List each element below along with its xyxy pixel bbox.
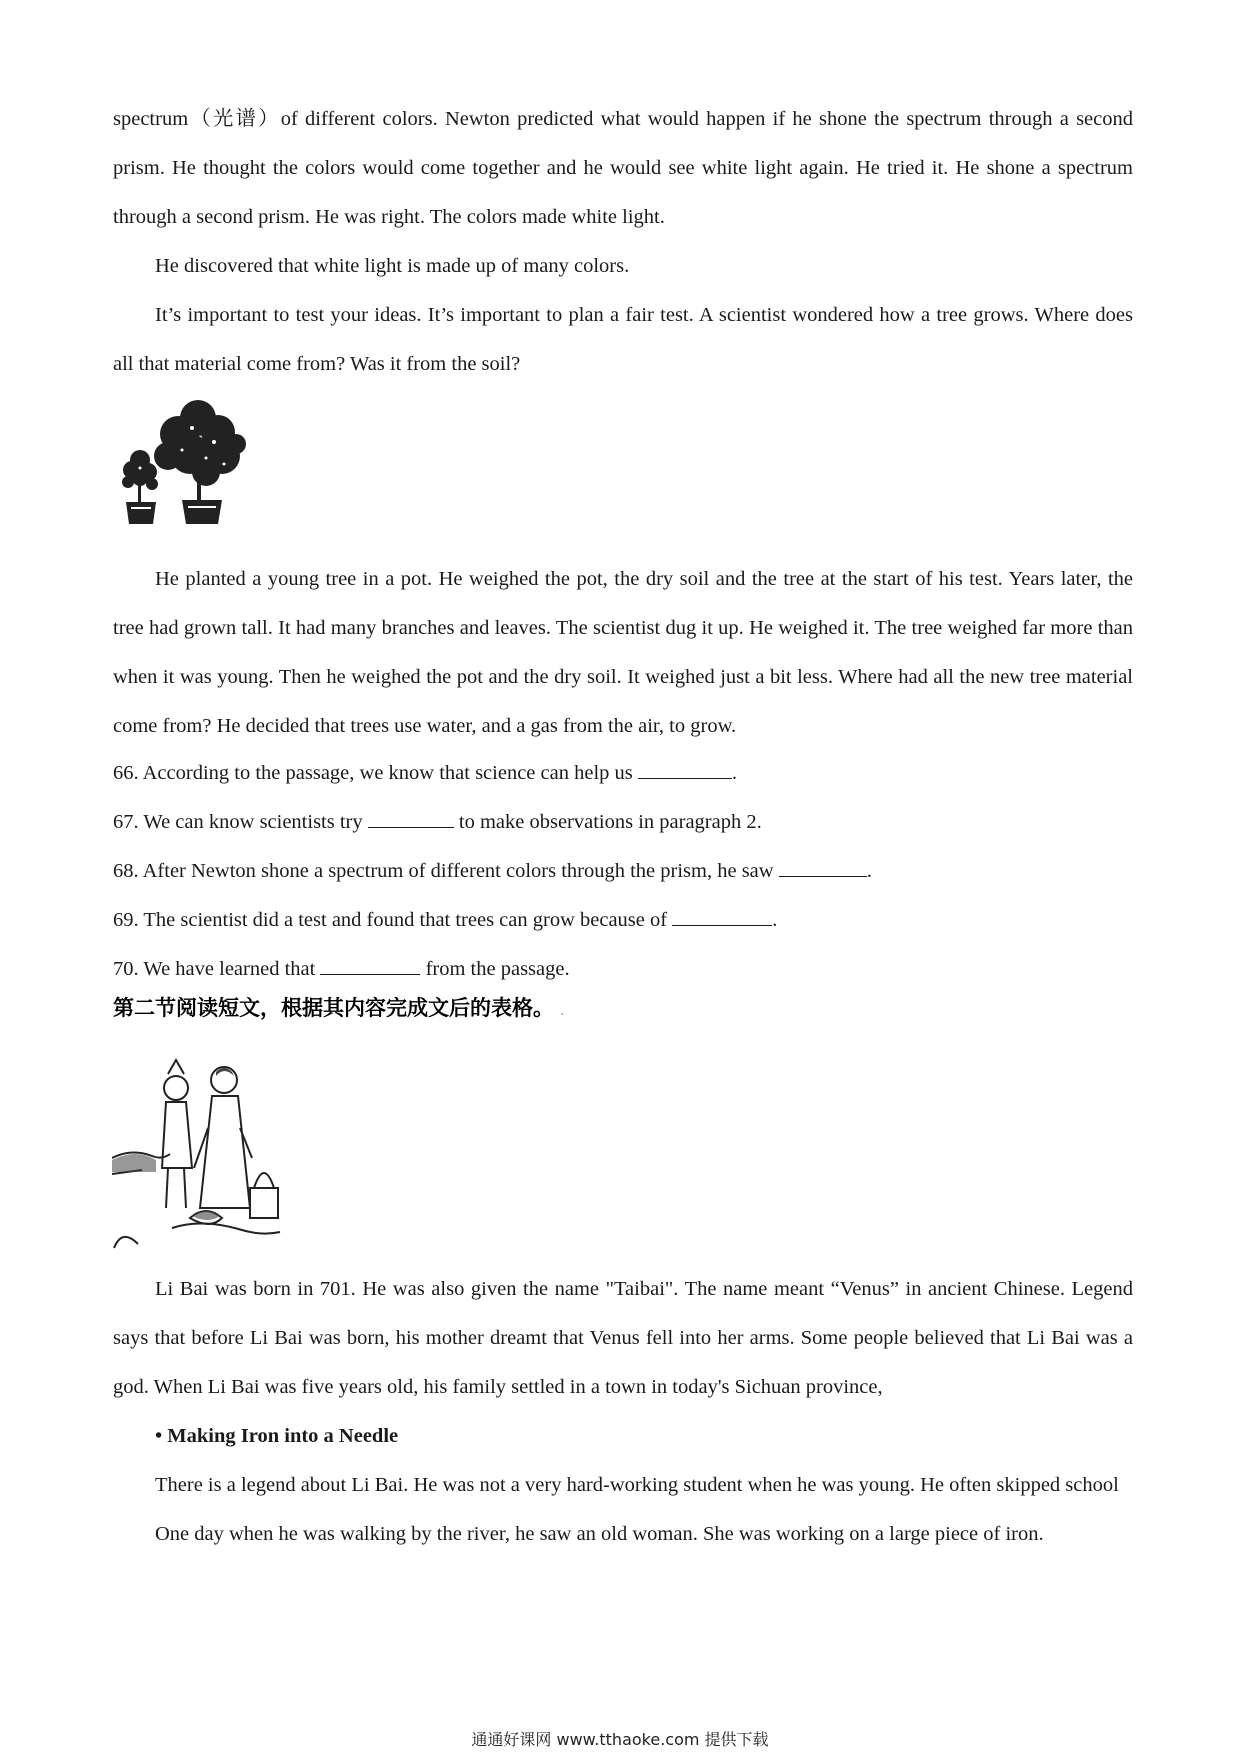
question-70: 70. We have learned that from the passage. — [113, 958, 570, 980]
answer-blank[interactable] — [672, 924, 772, 926]
paragraph-newton: spectrum（光谱）of different colors. Newton predicted what would happen if he shone the spectrum through a second prism. He thought the colors would come together and he would see white light again. He tried it. He shone a spectrum through a second prism. He was right. The colors made white light. — [113, 108, 1133, 228]
section-heading: 第二节阅读短文，根据其内容完成文后的表格。 . — [113, 996, 565, 1020]
question-68: 68. After Newton shone a spectrum of different colors through the prism, he saw . — [113, 860, 872, 882]
trees-in-pots-illustration — [118, 398, 268, 528]
paragraph-li-bai-birth: Li Bai was born in 701. He was also given the name "Taibai". The name meant “Venus” in ancient Chinese. Legend says that before Li Bai was born, his mother dreamt that Venus fell into her arms. Some people believed that Li Bai was a god. When Li Bai was five years old, his family settled in a town in today's Sichuan province, — [113, 1278, 1133, 1398]
subheading-iron-needle: • Making Iron into a Needle — [155, 1425, 399, 1447]
page-footer: 通通好课网 www.tthaoke.com 提供下载 — [471, 1730, 769, 1749]
question-66: 66. According to the passage, we know that science can help us . — [113, 762, 737, 784]
li-bai-illustration — [112, 1048, 282, 1254]
passage-tree — [113, 555, 1133, 751]
passage-li-bai — [113, 1265, 1133, 1559]
answer-blank[interactable] — [779, 875, 867, 877]
question-67: 67. We can know scientists try to make observations in paragraph 2. — [113, 811, 762, 833]
question-69: 69. The scientist did a test and found that trees can grow because of . — [113, 909, 778, 931]
answer-blank[interactable] — [320, 973, 420, 975]
passage-top — [113, 95, 1133, 389]
paragraph-tree-test: He planted a young tree in a pot. He weighed the pot, the dry soil and the tree at the start of his test. Years later, the tree had grown tall. It had many branches and leaves. The scientist dug it up. He weighed it. The tree weighed far more than when it was young. Then he weighed the pot and the dry soil. It weighed just a bit less. Where had all the new tree material come from? He decided that trees use water, and a gas from the air, to grow. — [113, 568, 1133, 737]
paragraph-legend: There is a legend about Li Bai. He was not a very hard-working student when he was young. He often skipped school — [155, 1474, 1119, 1496]
paragraph-old-woman: One day when he was walking by the river, he saw an old woman. She was working on a large piece of iron. — [155, 1523, 1044, 1545]
answer-blank[interactable] — [368, 826, 454, 828]
paragraph-white-light: He discovered that white light is made up of many colors. — [155, 255, 630, 277]
questions-list — [113, 749, 1133, 994]
answer-blank[interactable] — [638, 777, 732, 779]
paragraph-fair-test: It’s important to test your ideas. It’s important to plan a fair test. A scientist wondered how a tree grows. Where does all that material come from? Was it from the soil? — [113, 304, 1133, 375]
